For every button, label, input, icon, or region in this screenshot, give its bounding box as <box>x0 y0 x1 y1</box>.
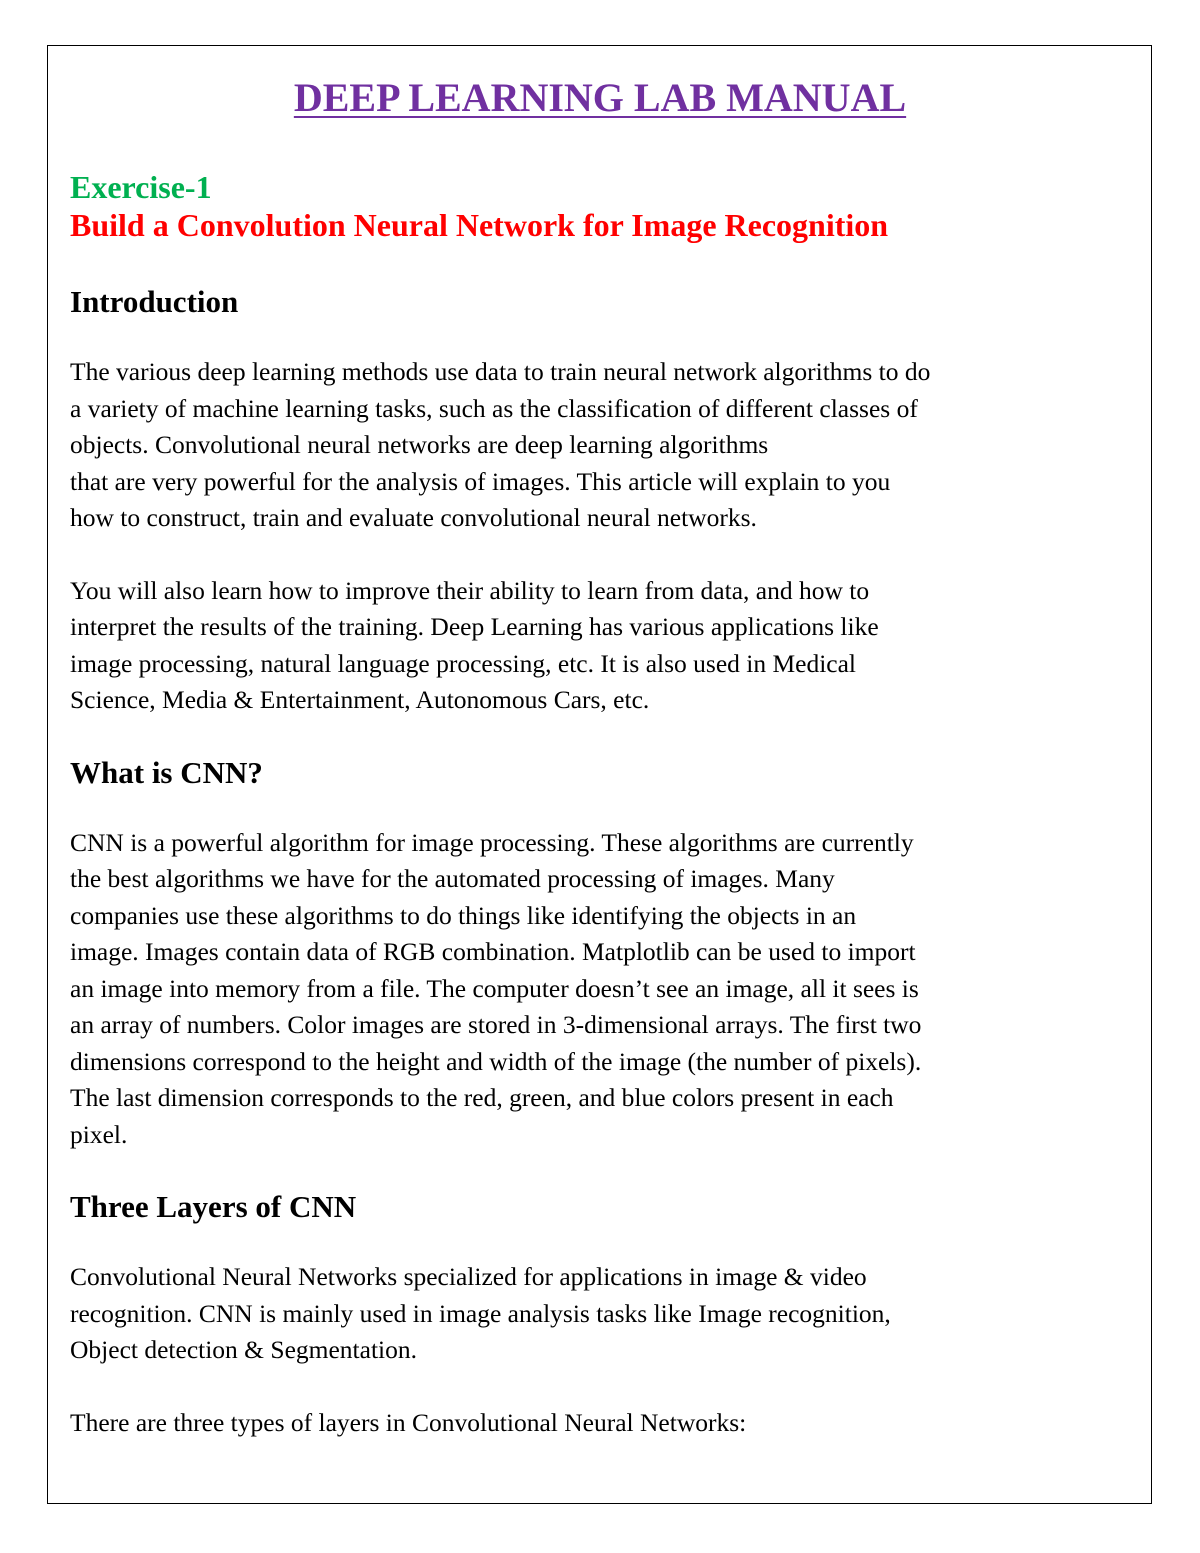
paragraph: You will also learn how to improve their ability to learn from data, and how to interpret the results of the training. Deep Learning has various applications like image processing, natural language processing, etc. It is also used in Medical Science, Media & Entertainment, Autonomous Cars, etc. <box>70 575 879 714</box>
document-body <box>70 168 1140 1477</box>
paragraph: Convolutional Neural Networks specialized for applications in image & video recognition. CNN is mainly used in image analysis tasks like Image recognition, Object detection & Segmentation. <box>70 1262 891 1364</box>
document-title: DEEP LEARNING LAB MANUAL <box>293 75 907 120</box>
section-introduction <box>70 284 1140 719</box>
exercise-label: Exercise-1 <box>70 169 212 205</box>
section-what-is-cnn <box>70 755 1140 1154</box>
section-heading: Introduction <box>70 284 239 319</box>
paragraph: The various deep learning methods use data to train neural network algorithms to do a variety of machine learning tasks, such as the classification of different classes of objects. Convolutional neural networks are deep learning algorithms that are very powerful for the analysis of images. This article will explain to you how to construct, train and evaluate convolutional neural networks. <box>70 357 931 532</box>
section-heading: What is CNN? <box>70 754 263 790</box>
section-three-layers <box>70 1189 1140 1441</box>
paragraph: CNN is a powerful algorithm for image processing. These algorithms are currently the best algorithms we have for the automated processing of images. Many companies use these algorithms to do things like identifying the objects in an image. Images contain data of RGB combination. Matplotlib can be used to import an image into memory from a file. The computer doesn’t see an image, all it sees is an array of numbers. Color images are stored in 3-dimensional arrays. The first two dimensions correspond to the height and width of the image (the number of pixels). The last dimension corresponds to the red, green, and blue colors present in each pixel. <box>70 827 922 1149</box>
paragraph: There are three types of layers in Convolutional Neural Networks: <box>70 1407 747 1437</box>
exercise-title: Build a Convolution Neural Network for Image Recognition <box>70 207 889 243</box>
section-heading: Three Layers of CNN <box>70 1189 357 1224</box>
